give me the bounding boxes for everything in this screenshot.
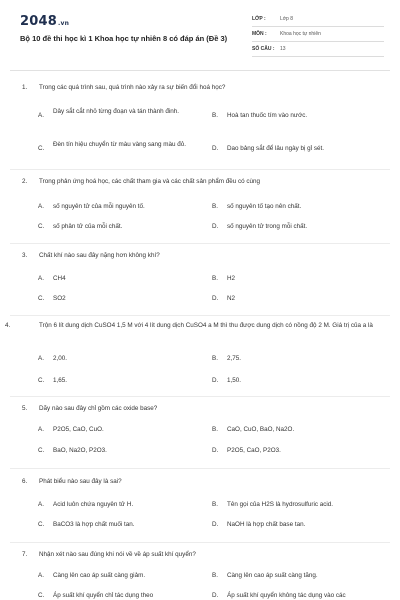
question-number: 6.: [22, 478, 28, 485]
option-label: D.: [212, 447, 219, 454]
option-c[interactable]: [38, 446, 198, 455]
option-label: B.: [212, 355, 218, 362]
option-text: 1,50.: [227, 377, 242, 384]
option-label: B.: [212, 203, 218, 210]
question-stem: Dãy nào sau đây chỉ gồm các oxide base?: [39, 405, 158, 412]
option-text: Áp suất khí quyển không tác dụng vào các: [227, 592, 346, 599]
question-number: 2.: [22, 178, 28, 185]
option-text: 2,75.: [227, 355, 242, 362]
question-text: [5, 321, 389, 330]
option-label: D.: [212, 377, 219, 384]
option-text: BaO, Na2O, P2O3.: [53, 447, 107, 454]
logo-suffix: .vn: [57, 20, 70, 27]
option-b[interactable]: [212, 500, 392, 509]
option-text: P2O5, CaO, P2O3.: [227, 447, 281, 454]
option-label: D.: [212, 592, 219, 599]
page-header: [0, 0, 400, 68]
option-label: B.: [212, 501, 218, 508]
meta-key: MÔN :: [252, 31, 267, 37]
question-text: [22, 251, 382, 260]
option-label: B.: [212, 275, 218, 282]
question-stem: Trộn 6 lít dung dịch CuSO4 1,5 M với 4 lít dung dịch CuSO4 a M thì thu được dung dịch có nồng độ 2 M. Giá trị của a là: [39, 322, 373, 329]
meta-row-question-count: [252, 42, 384, 57]
question-divider: [10, 468, 390, 469]
option-label: C.: [38, 295, 45, 302]
option-text: Càng lên cao áp suất càng giảm.: [53, 572, 146, 579]
question-stem: Nhận xét nào sau đúng khi nói về về áp suất khí quyển?: [39, 551, 196, 558]
option-text: Dao bảng sắt để lâu ngày bị gỉ sét.: [227, 145, 324, 152]
option-d[interactable]: [212, 294, 372, 303]
option-label: C.: [38, 145, 45, 152]
option-text: số phân tử của mỗi chất.: [53, 223, 123, 230]
option-d[interactable]: [212, 591, 397, 600]
question-divider: [10, 315, 390, 316]
option-label: C.: [38, 223, 45, 230]
option-text: SO2: [53, 295, 66, 302]
option-c[interactable]: [38, 591, 198, 600]
option-text: Hoà tan thuốc tím vào nước.: [227, 112, 308, 119]
question-stem: Chất khí nào sau đây nặng hơn không khí?: [39, 252, 160, 259]
option-label: D.: [212, 295, 219, 302]
option-a[interactable]: [38, 107, 183, 120]
option-label: C.: [38, 377, 45, 384]
option-label: B.: [212, 426, 218, 433]
option-text: NaOH là hợp chất base tan.: [227, 521, 306, 528]
option-text: 2,00.: [53, 355, 68, 362]
meta-value: 13: [280, 46, 286, 52]
option-label: A.: [38, 203, 44, 210]
option-text: Càng lên cao áp suất càng tăng.: [227, 572, 318, 579]
option-text: 1,65.: [53, 377, 68, 384]
question-text: [22, 83, 382, 92]
option-label: A.: [38, 112, 44, 119]
question-number: 3.: [22, 252, 28, 259]
document-title: Bộ 10 đề thi học kì 1 Khoa học tự nhiên 8 có đáp án (Đề 3): [20, 34, 228, 43]
question-number: 7.: [22, 551, 28, 558]
option-label: A.: [38, 355, 44, 362]
header-divider: [10, 70, 390, 71]
option-b[interactable]: [212, 571, 372, 580]
option-text: Tên gọi của H2S là hydrosulfuric acid.: [227, 501, 334, 508]
option-text: CaO, CuO, BaO, Na2O.: [227, 426, 295, 433]
option-b[interactable]: [212, 111, 372, 120]
option-label: A.: [38, 501, 44, 508]
option-label: C.: [38, 592, 45, 599]
question-divider: [10, 169, 390, 170]
option-text: số nguyên tử trong mỗi chất.: [227, 223, 308, 230]
option-c[interactable]: [38, 222, 198, 231]
option-label: D.: [212, 223, 219, 230]
option-b[interactable]: [212, 354, 372, 363]
question-stem: Trong các quá trình sau, quá trình nào xảy ra sự biến đổi hoá học?: [39, 84, 226, 91]
option-text: Đèn tín hiệu chuyển từ màu vàng sang màu đỏ.: [53, 141, 187, 148]
question-text: [22, 550, 382, 559]
meta-key: LỚP :: [252, 16, 266, 22]
question-number: 1.: [22, 84, 28, 91]
option-c[interactable]: [38, 376, 198, 385]
option-text: số nguyên tử của mỗi nguyên tố.: [53, 203, 145, 210]
option-c[interactable]: [38, 140, 191, 153]
option-label: B.: [212, 112, 218, 119]
option-text: Áp suất khí quyển chỉ tác dụng theo: [53, 592, 154, 599]
option-d[interactable]: [212, 520, 372, 529]
option-label: A.: [38, 572, 44, 579]
question-text: [22, 477, 382, 486]
question-number: 4.: [5, 322, 11, 329]
option-label: A.: [38, 426, 44, 433]
option-text: CH4: [53, 275, 66, 282]
meta-table: [252, 12, 384, 57]
option-b[interactable]: [212, 274, 372, 283]
question-text: [22, 404, 382, 413]
meta-row-class: [252, 12, 384, 27]
meta-value: Khoa học tự nhiên: [280, 31, 321, 37]
question-stem: Trong phản ứng hoá học, các chất tham gia và các chất sản phẩm đều có cùng: [39, 178, 261, 185]
option-label: C.: [38, 521, 45, 528]
option-d[interactable]: [212, 446, 372, 455]
option-label: A.: [38, 275, 44, 282]
question-text: [22, 177, 382, 186]
question-number: 5.: [22, 405, 28, 412]
option-text: Acid luôn chứa nguyên tử H.: [53, 501, 134, 508]
site-logo[interactable]: [20, 14, 69, 29]
option-text: H2: [227, 275, 236, 282]
question-divider: [10, 542, 390, 543]
option-c[interactable]: [38, 520, 198, 529]
option-label: D.: [212, 521, 219, 528]
option-label: D.: [212, 145, 219, 152]
meta-value: Lớp 8: [280, 16, 294, 22]
option-a[interactable]: [38, 425, 198, 434]
option-c[interactable]: [38, 294, 198, 303]
option-d[interactable]: [212, 376, 372, 385]
option-d[interactable]: [212, 144, 372, 153]
meta-row-subject: [252, 27, 384, 42]
question-stem: Phát biểu nào sau đây là sai?: [39, 478, 122, 485]
logo-text: 2048: [20, 14, 57, 29]
option-b[interactable]: [212, 425, 372, 434]
option-label: B.: [212, 572, 218, 579]
option-text: số nguyên tố tạo nên chất.: [227, 203, 302, 210]
option-a[interactable]: [38, 274, 198, 283]
question-divider: [10, 396, 390, 397]
option-label: C.: [38, 447, 45, 454]
option-text: Dây sắt cắt nhỏ từng đoạn và tán thành đinh.: [53, 108, 180, 115]
option-d[interactable]: [212, 222, 372, 231]
option-text: BaCO3 là hợp chất muối tan.: [53, 521, 135, 528]
option-a[interactable]: [38, 571, 198, 580]
meta-key: SỐ CÂU :: [252, 46, 275, 52]
option-a[interactable]: [38, 354, 198, 363]
question-divider: [10, 243, 390, 244]
option-text: P2O5, CaO, CuO.: [53, 426, 104, 433]
option-a[interactable]: [38, 500, 198, 509]
option-text: N2: [227, 295, 236, 302]
option-b[interactable]: [212, 202, 372, 211]
option-a[interactable]: [38, 202, 198, 211]
